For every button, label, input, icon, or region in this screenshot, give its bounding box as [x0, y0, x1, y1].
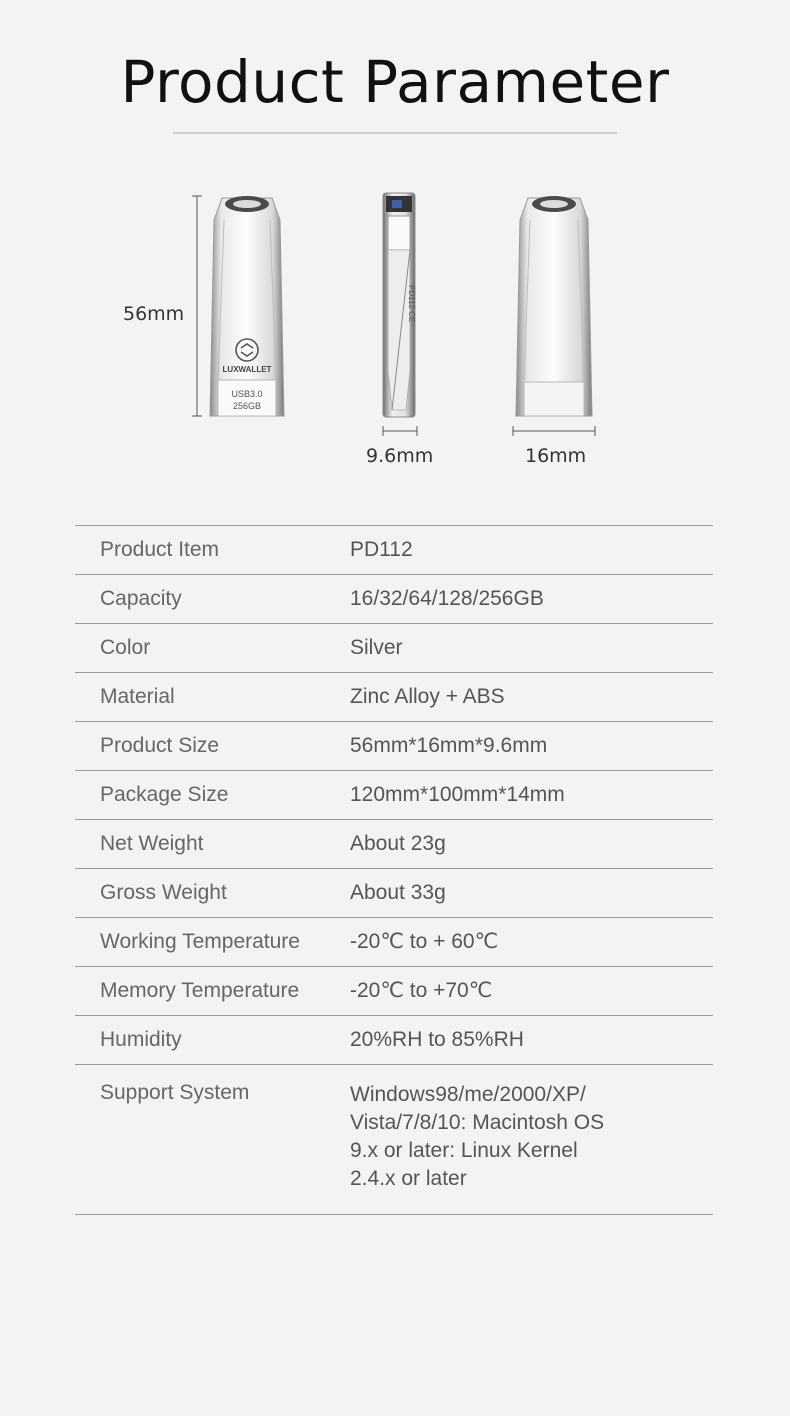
- spec-value: About 33g: [350, 881, 446, 904]
- logo-text: LUXWALLET: [222, 365, 272, 374]
- spec-label: Package Size: [100, 783, 229, 806]
- spec-row-material: [75, 673, 713, 722]
- spec-value: Windows98/me/2000/XP/ Vista/7/8/10: Macintosh OS 9.x or later: Linux Kernel 2.4.x or later: [350, 1083, 605, 1190]
- spec-label: Memory Temperature: [100, 979, 300, 1002]
- width-label: 16mm: [525, 445, 587, 467]
- spec-label: Product Item: [100, 538, 220, 561]
- width-dimension-line: [512, 424, 596, 438]
- spec-value: 56mm*16mm*9.6mm: [350, 734, 548, 757]
- spec-table: [75, 525, 713, 1215]
- thickness-label: 9.6mm: [366, 445, 434, 467]
- spec-value: 16/32/64/128/256GB: [350, 587, 544, 610]
- spec-row-capacity: [75, 575, 713, 624]
- spec-label: Color: [100, 636, 151, 659]
- spec-row-support-system: [75, 1065, 713, 1215]
- spec-label: Product Size: [100, 734, 220, 757]
- spec-value: 120mm*100mm*14mm: [350, 783, 565, 806]
- spec-row-package-size: [75, 771, 713, 820]
- spec-value: PD112: [350, 538, 413, 561]
- spec-label: Net Weight: [100, 832, 204, 855]
- usb-drive-front-image: [208, 190, 286, 420]
- spec-value: -20℃ to + 60℃: [350, 930, 499, 953]
- spec-label: Humidity: [100, 1028, 182, 1051]
- usb-drive-back-image: [514, 190, 594, 420]
- spec-value: About 23g: [350, 832, 446, 855]
- spec-label: Support System: [100, 1081, 250, 1104]
- spec-row-humidity: [75, 1016, 713, 1065]
- capacity-text: 256GB: [232, 401, 262, 411]
- spec-label: Working Temperature: [100, 930, 300, 953]
- spec-row-product-size: [75, 722, 713, 771]
- title-divider: [173, 132, 617, 134]
- height-label: 56mm: [123, 303, 185, 325]
- spec-row-color: [75, 624, 713, 673]
- spec-label: Capacity: [100, 587, 182, 610]
- spec-row-memory-temperature: [75, 967, 713, 1016]
- spec-row-working-temperature: [75, 918, 713, 967]
- spec-value: Silver: [350, 636, 403, 659]
- spec-label: Gross Weight: [100, 881, 227, 904]
- model-text: PD112 CE: [407, 285, 416, 323]
- page-title: Product Parameter: [120, 48, 670, 116]
- thickness-dimension-line: [382, 424, 418, 438]
- spec-value: -20℃ to +70℃: [350, 979, 493, 1002]
- spec-row-net-weight: [75, 820, 713, 869]
- spec-row-product-item: [75, 526, 713, 575]
- spec-row-gross-weight: [75, 869, 713, 918]
- height-dimension-line: [190, 195, 204, 417]
- usb-version-text: USB3.0: [231, 389, 263, 399]
- spec-value: 20%RH to 85%RH: [350, 1028, 524, 1051]
- spec-label: Material: [100, 685, 175, 708]
- spec-value: Zinc Alloy + ABS: [350, 685, 505, 708]
